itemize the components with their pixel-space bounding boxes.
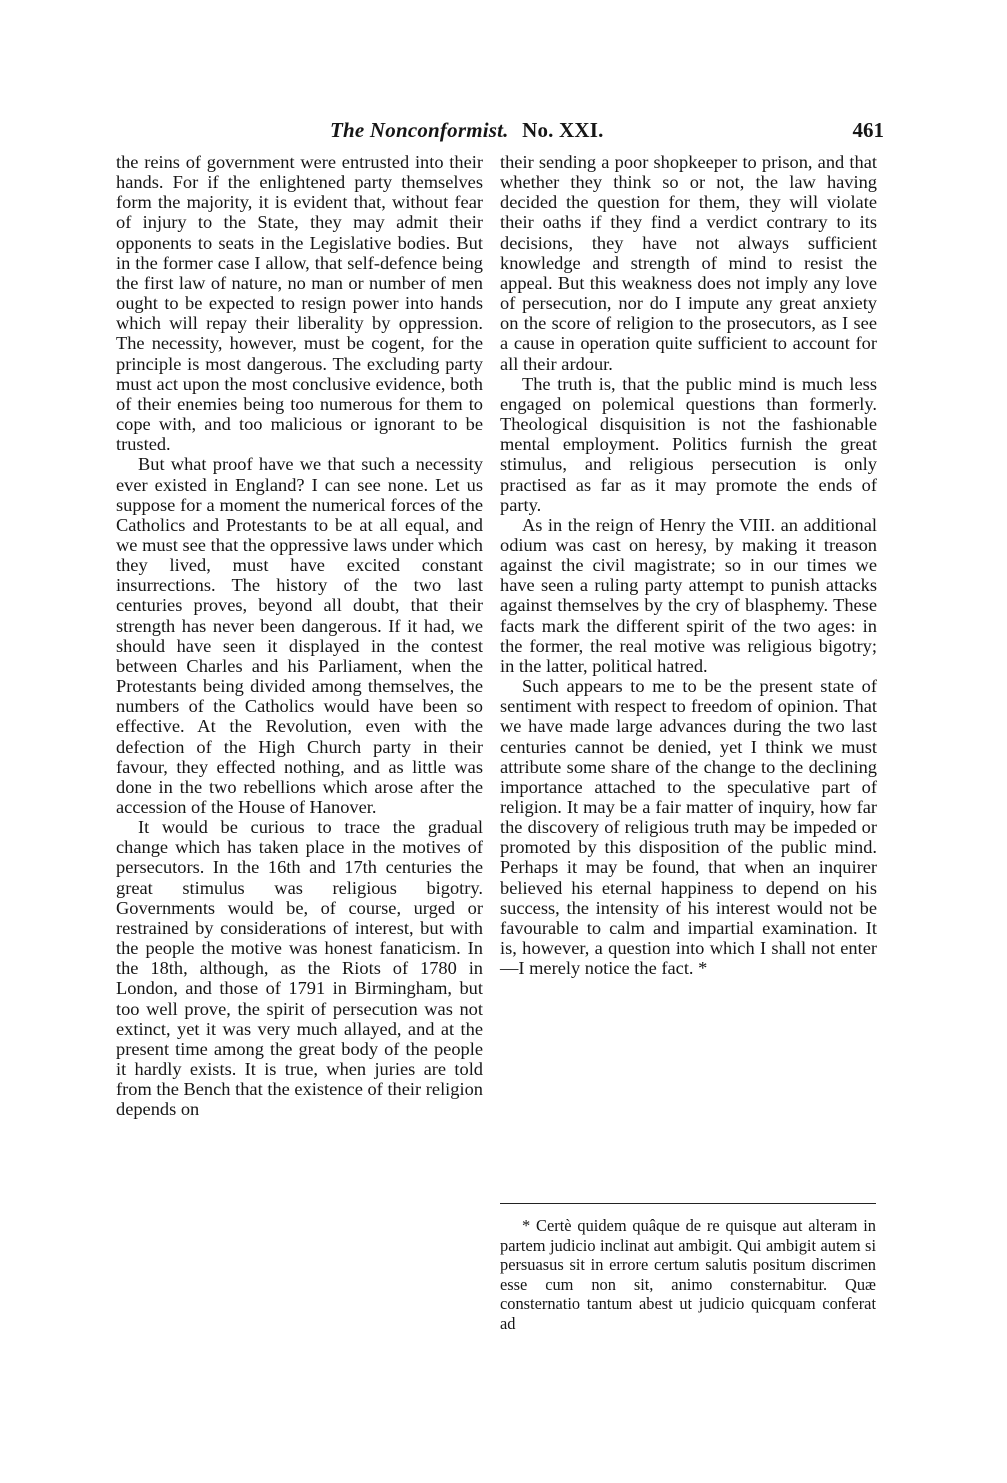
right-paragraph-1: their sending a poor shopkeeper to prison, and that whether they think so or not, the law having decided the question for them, they will violate their oaths if they find a verdict contrary to its decisions, they have not always sufficient knowledge and strength of mind to resist the appeal. But this weakness does not imply any love of persecution, nor do I impute any great anxiety on the score of religion to the prosecutors, as I see a cause in operation quite sufficient to account for all their ardour. (500, 152, 877, 374)
left-paragraph-3: It would be curious to trace the gradual change which has taken place in the motives of persecutors. In the 16th and 17th centuries the great stimulus was religious bigotry. Governments would be, of course, urged or restrained by considerations of interest, but with the people the motive was honest fanaticism. In the 18th, although, as the Riots of 1780 in London, and those of 1791 in Birmingham, but too well prove, the spirit of persecution was not extinct, yet it was very much allayed, and at the present time among the great body of the people it hardly exists. It is true, when juries are told from the Bench that the existence of their religion depends on (116, 817, 483, 1120)
page-number: 461 (852, 118, 884, 142)
footnote-divider (500, 1203, 876, 1204)
footnote-text: * Certè quidem quâque de re quisque aut alteram in partem judicio inclinat aut ambigit. Qui ambigit autem si persuasus sit in errore certum salutis positum discrimen esse cum non sit, animo consternabitur. Quæ consternatio tantum abest ut judicio quicquam conferat ad (500, 1216, 876, 1333)
right-column (500, 152, 877, 978)
left-paragraph-2: But what proof have we that such a necessity ever existed in England? I can see none. Let us suppose for a moment the numerical forces of the Catholics and Protestants to be at all equal, and we must see that the oppressive laws under which they lived, must have excited constant insurrections. The history of the two last centuries proves, beyond all doubt, that their strength has never been dangerous. If it had, we should have seen it displayed in the contest between Charles and his Parliament, when the Protestants being divided among themselves, the numbers of the Catholics would have been so effective. At the Revolution, even with the defection of the High Church party in their favour, they effected nothing, and as little was done in the two rebellions which arose after the accession of the House of Hanover. (116, 454, 483, 817)
right-paragraph-4: Such appears to me to be the present state of sentiment with respect to freedom of opinion. That we have made large advances during the two last centuries cannot be denied, yet I think we must attribute some share of the change to the declining importance attached to the speculative part of religion. It may be a fair matter of inquiry, how far the discovery of religious truth may be impeded or promoted by this disposition of the public mind. Perhaps it may be found, that when an inquirer believed his eternal happiness to depend on his success, the intensity of his interest would not be favourable to calm and impartial examination. It is, however, a question into which I shall not enter—I merely notice the fact. * (500, 676, 877, 979)
running-head (330, 118, 730, 143)
left-paragraph-1: the reins of government were entrusted into their hands. For if the enlightened party themselves form the majority, it is evident that, without fear of injury to the State, they may admit their opponents to seats in the Legislative bodies. But in the former case I allow, that self-defence being the first law of nature, no man or number of men ought to be expected to resign power into hands which will repay their liberality by oppression. The necessity, however, must be cogent, for the principle is most dangerous. The excluding party must act upon the most conclusive evidence, both of their enemies being too numerous for them to cope with, and too malicious or ignorant to be trusted. (116, 152, 483, 455)
left-column (116, 152, 483, 1120)
right-paragraph-3: As in the reign of Henry the VIII. an additional odium was cast on heresy, by making it treason against the civil magistrate; so in our times we have seen a ruling party attempt to punish attacks against themselves by the cry of blasphemy. These facts mark the different spirit of the two ages: in the former, the real motive was religious bigotry; in the latter, political hatred. (500, 514, 877, 676)
running-title: The Nonconformist. (330, 118, 509, 142)
right-paragraph-2: The truth is, that the public mind is much less engaged on polemical questions than formerly. Theological disquisition is not the fashionable mental employment. Politics furnish the great stimulus, and religious persecution is only practised as far as it may promote the ends of party. (500, 373, 877, 515)
issue-number: No. XXI. (522, 118, 604, 142)
footnote (500, 1216, 876, 1334)
